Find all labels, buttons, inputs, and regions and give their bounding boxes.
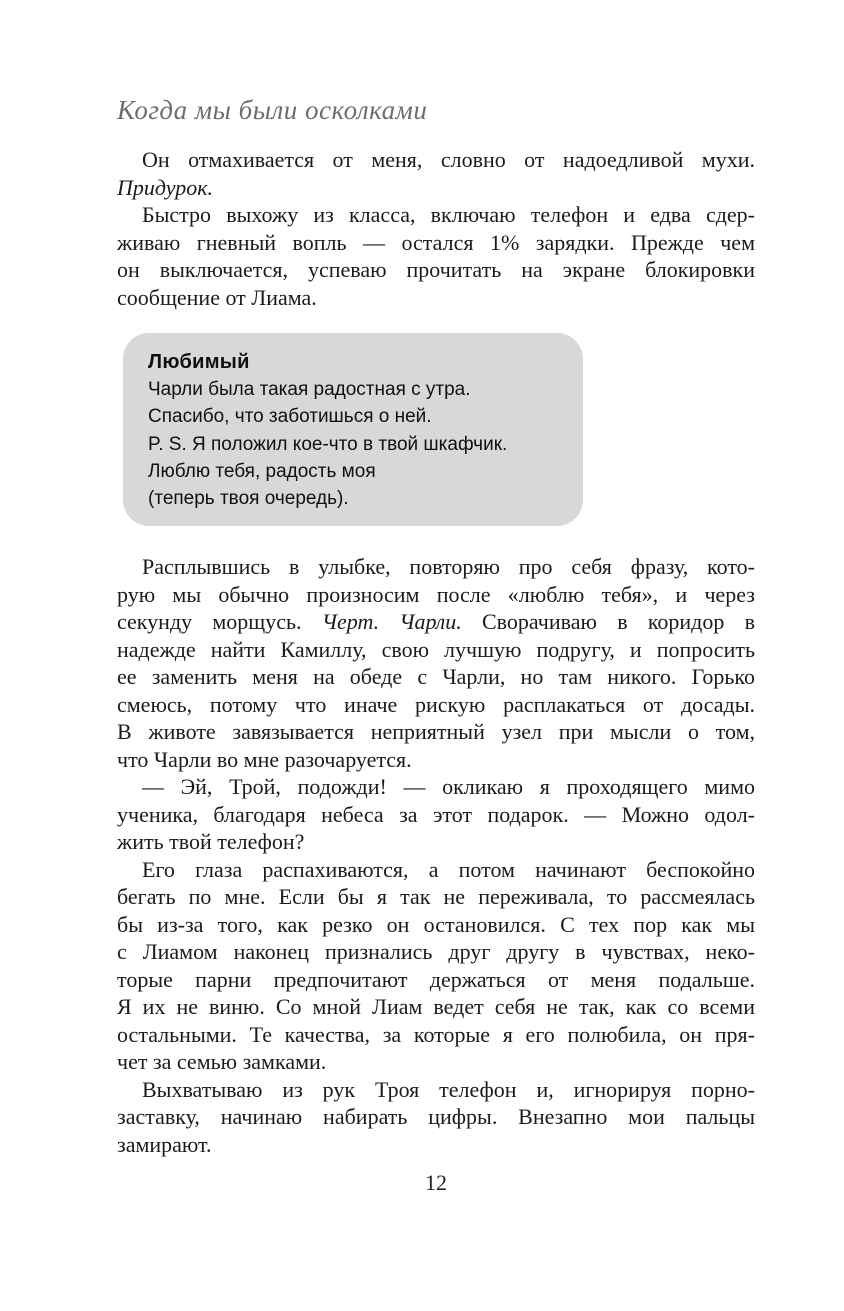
text-line: бы из-за того, как резко он остановился. С тех пор как мы [117, 911, 755, 937]
text-line: живаю гневный вопль — остался 1% зарядки. Прежде чем [117, 229, 755, 255]
text-line: Расплывшись в улыбке, повторяю про себя фразу, кото- [142, 554, 755, 580]
paragraph [117, 856, 755, 1076]
text-line: жить твой телефон? [117, 829, 305, 855]
text-line: Его глаза распахиваются, а потом начинают беспокойно [142, 856, 755, 882]
text-line: В животе завязывается неприятный узел при мысли о том, [117, 719, 755, 745]
paragraph [117, 1076, 755, 1159]
text-line: остальными. Те качества, за которые я его полюбила, он пря- [117, 1021, 755, 1047]
text-line: ее заменить меня на обеде с Чарли, но там никого. Горько [117, 664, 755, 690]
text-line: торые парни предпочитают держаться от меня подальше. [117, 966, 755, 992]
text-line: Он отмахивается от меня, словно от надоедливой мухи. [142, 147, 755, 172]
message-bubble [123, 333, 583, 526]
text-line: Я их не виню. Со мной Лиам ведет себя не так, как со всеми [117, 994, 755, 1020]
text-line: что Чарли во мне разочаруется. [117, 746, 412, 772]
text-line: смеюсь, потому что иначе рискую расплакаться от досады. [117, 691, 755, 717]
bubble-text-line: Спасибо, что заботишься о ней. [148, 406, 432, 428]
paragraphs-before-bubble [117, 146, 755, 311]
bubble-text-line: (теперь твоя очередь). [148, 488, 349, 510]
bubble-text-line: P. S. Я положил кое-что в твой шкафчик. [148, 433, 508, 455]
page-number: 12 [425, 1170, 447, 1195]
text-line: надежде найти Камиллу, свою лучшую подругу, и попросить [117, 636, 755, 662]
text-line: Быстро выхожу из класса, включаю телефон и едва сдер- [142, 202, 755, 227]
text-line: — Эй, Трой, подожди! — окликаю я проходящего мимо [142, 774, 755, 800]
body-text [117, 146, 755, 1158]
text-line: чет за семью замками. [117, 1049, 327, 1075]
paragraph [117, 146, 755, 201]
text-line: рую мы обычно произносим после «люблю тебя», и через [117, 581, 755, 607]
paragraph [117, 773, 755, 856]
running-header: Когда мы были осколками [117, 95, 428, 125]
paragraph [117, 553, 755, 773]
text-line: секунду морщусь. Черт. Чарли. Сворачиваю в коридор в [117, 609, 755, 635]
text-line: бегать по мне. Если бы я так не переживала, то рассмеялась [117, 884, 755, 910]
bubble-text-line: Люблю тебя, радость моя [148, 460, 376, 482]
text-line: он выключается, успеваю прочитать на экране блокировки [117, 257, 755, 282]
text-line: с Лиамом наконец признались друг другу в чувствах, неко- [117, 939, 755, 965]
paragraph [117, 201, 755, 311]
text-line: замирают. [117, 1131, 212, 1157]
text-line: заставку, начинаю набирать цифры. Внезапно мои пальцы [117, 1104, 755, 1130]
text-line: Выхватываю из рук Троя телефон и, игнорируя порно- [142, 1076, 755, 1102]
text-line: ученика, благодаря небеса за этот подарок. — Можно одол- [117, 801, 755, 827]
text-line: сообщение от Лиама. [117, 284, 317, 310]
text-line: Придурок. [117, 174, 213, 200]
paragraphs-after-bubble [117, 553, 755, 1158]
bubble-text-line: Чарли была такая радостная с утра. [148, 379, 471, 401]
bubble-sender-label: Любимый [148, 351, 250, 373]
bubble-message-lines [148, 376, 565, 512]
